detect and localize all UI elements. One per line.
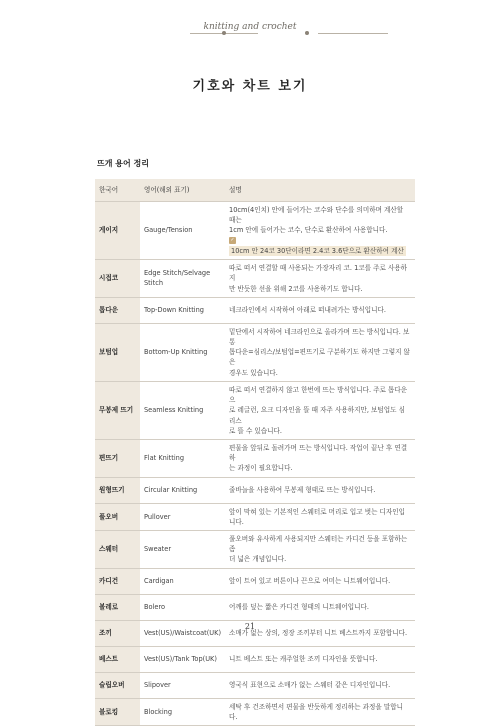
term-english: Sweater: [140, 531, 225, 569]
description-line: 경우도 있습니다.: [229, 368, 278, 377]
table-row: [95, 672, 415, 698]
column-header-description: 설명: [225, 179, 415, 202]
term-english: Top-Down Knitting: [140, 297, 225, 323]
term-korean: 시접코: [95, 260, 140, 298]
term-english: Edge Stitch/Selvage Stitch: [140, 260, 225, 298]
term-korean: 무봉제 뜨기: [95, 381, 140, 439]
description-line: 소매가 없는 상의, 정장 조끼부터 니트 베스트까지 포함합니다.: [229, 629, 408, 638]
term-description: [225, 202, 415, 260]
column-header-english: 영어(해외 표기): [140, 179, 225, 202]
description-line: 밑단에서 시작하여 네크라인으로 올라가며 뜨는 방식입니다. 보통: [229, 327, 410, 346]
description-line: 따로 떠서 연결하지 않고 한번에 뜨는 방식입니다. 주로 톱다운으: [229, 385, 408, 405]
term-english: Slipover: [140, 672, 225, 698]
term-description: [225, 594, 415, 620]
header-dot-right: [305, 31, 309, 35]
term-korean: 보텀업: [95, 323, 140, 381]
table-row: [95, 503, 415, 530]
term-description: [225, 439, 415, 477]
term-english: Vest(US)/Tank Top(UK): [140, 646, 225, 672]
term-korean: 베스트: [95, 646, 140, 672]
description-line: 니트 베스트 또는 캐주얼한 조끼 디자인을 뜻합니다.: [229, 655, 378, 664]
term-english: Cardigan: [140, 568, 225, 594]
description-line: 더 넓은 개념입니다.: [229, 555, 287, 564]
table-header-row: [95, 179, 415, 202]
term-korean: 조끼: [95, 620, 140, 646]
description-line: 따로 떠서 연결할 때 사용되는 가장자리 코. 1코를 주로 사용하지: [229, 264, 408, 283]
term-description: [225, 477, 415, 503]
description-line: 만 반듯한 선을 위해 2코를 사용하기도 합니다.: [229, 284, 363, 293]
table-row: [95, 646, 415, 672]
term-english: Circular Knitting: [140, 477, 225, 503]
description-line: 풀오버와 유사하게 사용되지만 스웨터는 카디건 등을 포함하는 좀: [229, 535, 408, 554]
term-korean: 볼레로: [95, 594, 140, 620]
table-row: [95, 381, 415, 439]
column-header-korean: 한국어: [95, 179, 140, 202]
term-description: [225, 297, 415, 323]
table-body: [95, 202, 415, 726]
term-korean: 톱다운: [95, 297, 140, 323]
table-row: [95, 477, 415, 503]
term-english: Gauge/Tension: [140, 202, 225, 260]
term-english: Bolero: [140, 594, 225, 620]
section-title: 뜨개 용어 정리: [97, 159, 149, 168]
term-korean: 편뜨기: [95, 439, 140, 477]
term-korean: 원형뜨기: [95, 477, 140, 503]
term-description: [225, 381, 415, 439]
gauge-note: [229, 236, 411, 256]
table-row: [95, 568, 415, 594]
note-bullet-icon: ✓: [230, 237, 235, 244]
page-title: 기호와 차트 보기: [192, 79, 308, 94]
description-line: 앞이 트여 있고 버튼이나 끈으로 여미는 니트웨어입니다.: [229, 577, 391, 586]
description-line: 어깨를 덮는 짧은 카디건 형태의 니트웨어입니다.: [229, 603, 369, 612]
term-description: [225, 503, 415, 530]
term-korean: 게이지: [95, 202, 140, 260]
description-line: 영국식 표현으로 소매가 없는 스웨터 같은 디자인입니다.: [229, 681, 391, 690]
description-line: 줄바늘을 사용하여 무봉제 형태로 뜨는 방식입니다.: [229, 485, 376, 494]
table-row: [95, 594, 415, 620]
table-row: [95, 297, 415, 323]
term-korean: 슬립오버: [95, 672, 140, 698]
term-description: [225, 323, 415, 381]
term-english: Flat Knitting: [140, 439, 225, 477]
term-korean: 풀오버: [95, 503, 140, 530]
table-row: [95, 202, 415, 260]
description-line: 로 뜰 수 있습니다.: [229, 426, 283, 435]
term-korean: 카디건: [95, 568, 140, 594]
description-line: 10cm(4인치) 안에 들어가는 코수와 단수를 의미하며 계산할 때는: [229, 206, 404, 225]
term-english: Blocking: [140, 698, 225, 725]
term-english: Seamless Knitting: [140, 381, 225, 439]
table-row: [95, 531, 415, 569]
description-line: 로 레글런, 요크 디자인을 뜰 때 자주 사용하지만, 보텀업도 심리스: [229, 406, 405, 425]
term-korean: 스웨터: [95, 531, 140, 569]
running-header: [0, 22, 500, 42]
description-line: 편물을 앞뒤로 돌려가며 뜨는 방식입니다. 작업이 끝난 후 연결하: [229, 443, 408, 463]
term-description: [225, 531, 415, 569]
header-line-right: [318, 33, 388, 34]
page-number: 21: [244, 622, 256, 631]
term-description: [225, 260, 415, 298]
description-line: 는 과정이 필요합니다.: [229, 464, 293, 473]
term-description: [225, 568, 415, 594]
term-english: Vest(US)/Waistcoat(UK): [140, 620, 225, 646]
term-english: Pullover: [140, 503, 225, 530]
table-row: [95, 260, 415, 298]
table-row: [95, 323, 415, 381]
term-description: [225, 646, 415, 672]
description-line: 톱다운=심리스/보텀업=편뜨기로 구분하기도 하지만 그렇지 않은: [229, 348, 410, 367]
description-line: 앞이 막혀 있는 기본적인 스웨터로 머리로 입고 벗는 디자인입니다.: [229, 507, 406, 526]
term-english: Bottom-Up Knitting: [140, 323, 225, 381]
description-line: 1cm 안에 들어가는 코수, 단수로 환산하여 사용합니다.: [229, 226, 388, 235]
term-description: [225, 698, 415, 725]
table-row: [95, 439, 415, 477]
table-row: [95, 698, 415, 725]
term-description: [225, 672, 415, 698]
description-line: 세탁 후 건조하면서 편물을 반듯하게 정리하는 과정을 말합니다.: [229, 702, 403, 721]
terms-table: [95, 179, 415, 726]
term-korean: 블로킹: [95, 698, 140, 725]
gauge-note-text: 10cm 안 24코 30단이라면 2.4코 3.6단으로 환산하여 계산: [231, 246, 404, 255]
running-header-title: knitting and crochet: [203, 22, 297, 32]
description-line: 네크라인에서 시작하여 아래로 떠내려가는 방식입니다.: [229, 306, 387, 315]
